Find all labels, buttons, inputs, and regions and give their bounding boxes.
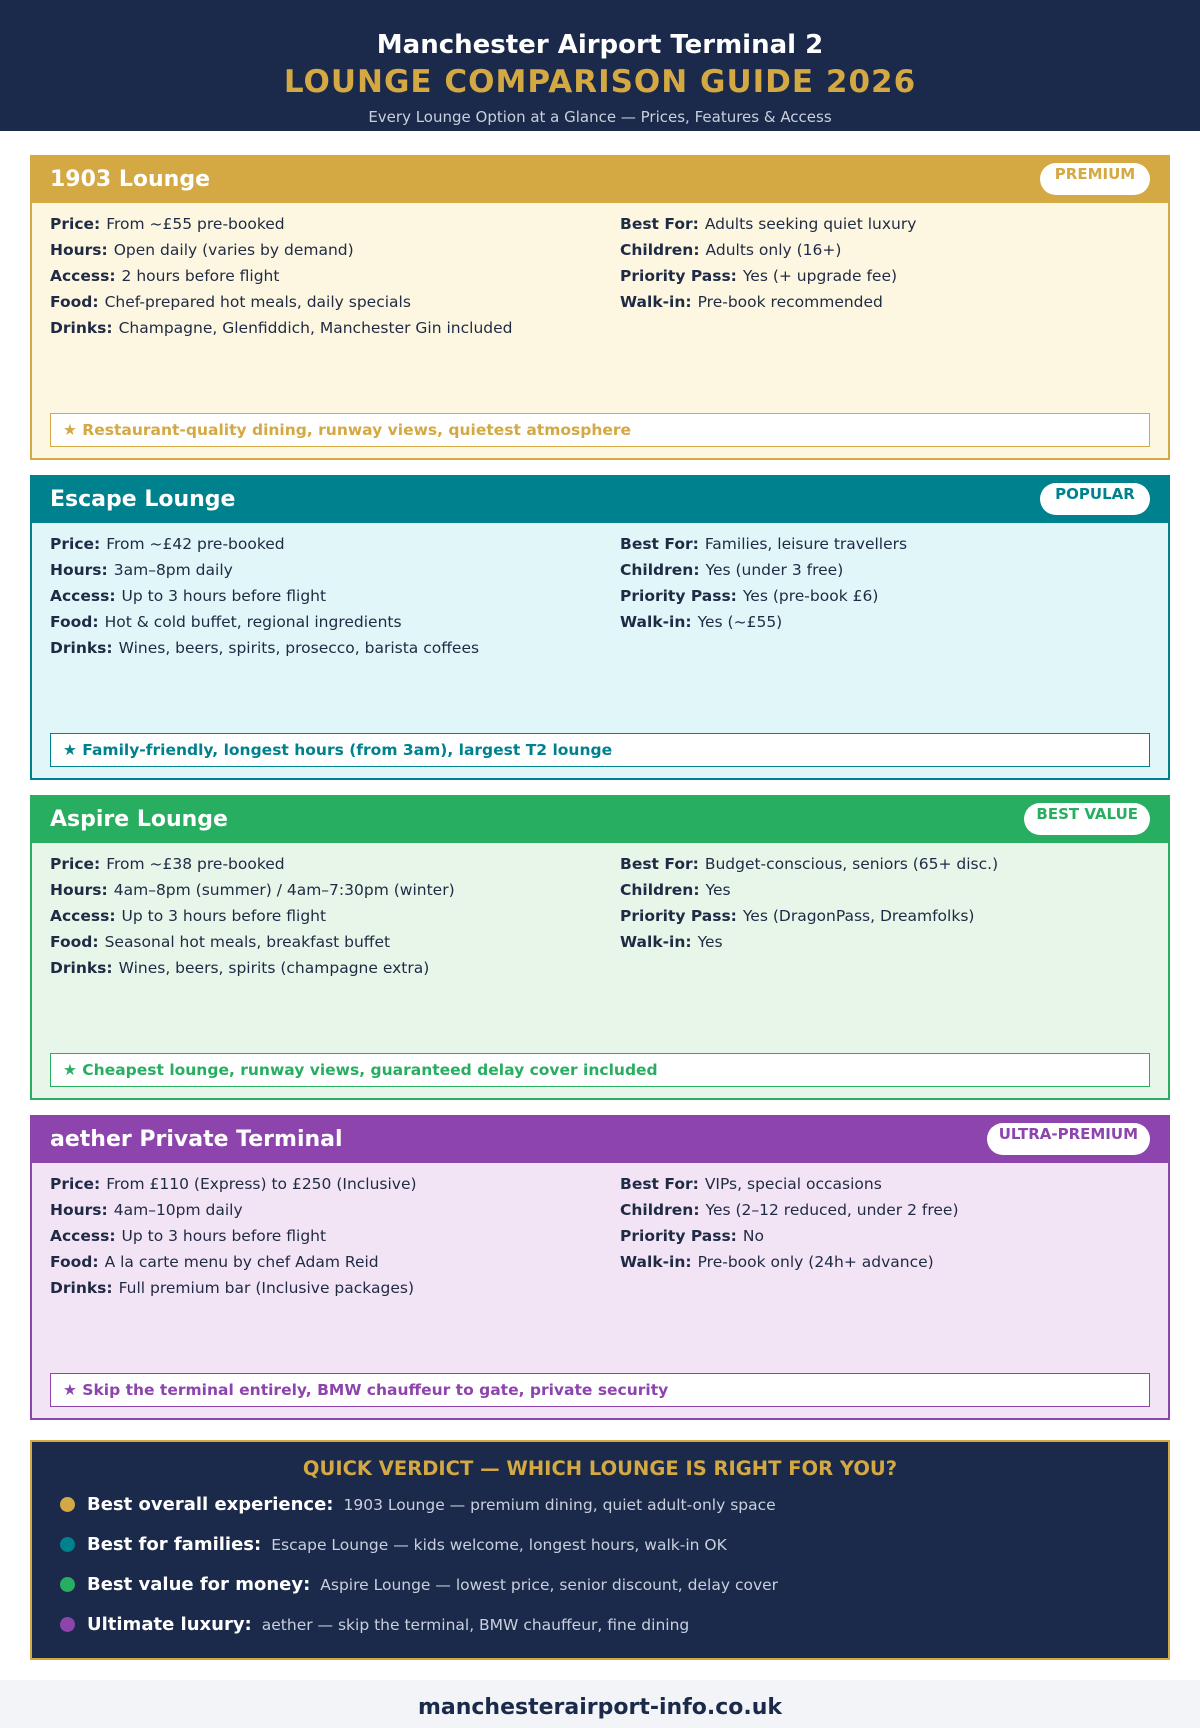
detail-value: Yes (pre-book £6) xyxy=(742,587,879,605)
verdict-item xyxy=(60,1530,727,1560)
lounge-details-right xyxy=(620,1171,1150,1275)
detail-label: Children: xyxy=(620,241,700,259)
detail-row xyxy=(50,929,610,955)
bullet-dot-icon xyxy=(60,1537,75,1552)
detail-value: Wines, beers, spirits (champagne extra) xyxy=(118,959,430,977)
detail-row xyxy=(620,609,1150,635)
detail-row xyxy=(620,583,1150,609)
detail-row xyxy=(50,315,610,341)
lounge-details-right xyxy=(620,531,1150,635)
detail-label: Hours: xyxy=(50,561,108,579)
detail-label: Hours: xyxy=(50,1201,108,1219)
detail-label: Drinks: xyxy=(50,1279,113,1297)
detail-label: Best For: xyxy=(620,1175,699,1193)
detail-value: Yes xyxy=(697,933,723,951)
detail-row xyxy=(620,1197,1150,1223)
lounge-card-header xyxy=(32,1117,1168,1163)
detail-value: Full premium bar (Inclusive packages) xyxy=(118,1279,414,1297)
lounge-card-header xyxy=(32,797,1168,843)
detail-value: VIPs, special occasions xyxy=(704,1175,882,1193)
detail-label: Access: xyxy=(50,587,116,605)
detail-row xyxy=(50,955,610,981)
detail-label: Hours: xyxy=(50,881,108,899)
lounge-details-left xyxy=(50,1171,610,1301)
detail-value: 2 hours before flight xyxy=(121,267,280,285)
detail-row xyxy=(50,289,610,315)
detail-row xyxy=(50,1249,610,1275)
detail-label: Walk-in: xyxy=(620,293,692,311)
detail-row xyxy=(620,1171,1150,1197)
verdict-text: aether — skip the terminal, BMW chauffeur, fine dining xyxy=(261,1616,690,1634)
detail-value: Yes (under 3 free) xyxy=(705,561,844,579)
detail-value: 4am–10pm daily xyxy=(113,1201,243,1219)
detail-value: A la carte menu by chef Adam Reid xyxy=(104,1253,379,1271)
lounge-badge: POPULAR xyxy=(1040,483,1150,515)
detail-row xyxy=(50,851,610,877)
bullet-dot-icon xyxy=(60,1577,75,1592)
detail-value: Open daily (varies by demand) xyxy=(113,241,354,259)
lounge-card xyxy=(30,475,1170,780)
detail-label: Food: xyxy=(50,933,99,951)
detail-row xyxy=(50,263,610,289)
detail-value: From £110 (Express) to £250 (Inclusive) xyxy=(106,1175,417,1193)
detail-label: Food: xyxy=(50,1253,99,1271)
detail-value: From ~£42 pre-booked xyxy=(106,535,285,553)
lounge-details-left xyxy=(50,851,610,981)
lounge-name: 1903 Lounge xyxy=(50,167,211,192)
detail-value: From ~£55 pre-booked xyxy=(106,215,285,233)
detail-value: Families, leisure travellers xyxy=(704,535,908,553)
detail-row xyxy=(620,903,1150,929)
lounge-highlight: ★ Cheapest lounge, runway views, guaranteed delay cover included xyxy=(50,1053,1150,1087)
lounge-name: Aspire Lounge xyxy=(50,807,228,832)
lounge-highlight: ★ Skip the terminal entirely, BMW chauffeur to gate, private security xyxy=(50,1373,1150,1407)
detail-row xyxy=(620,211,1150,237)
detail-row xyxy=(50,609,610,635)
detail-value: Seasonal hot meals, breakfast buffet xyxy=(104,933,391,951)
detail-row xyxy=(620,877,1150,903)
guide-title: LOUNGE COMPARISON GUIDE 2026 xyxy=(283,64,917,100)
detail-label: Price: xyxy=(50,215,101,233)
detail-row xyxy=(50,877,610,903)
verdict-title: QUICK VERDICT — WHICH LOUNGE IS RIGHT FOR YOU? xyxy=(302,1457,898,1480)
detail-row xyxy=(50,1171,610,1197)
detail-label: Children: xyxy=(620,1201,700,1219)
detail-label: Access: xyxy=(50,1227,116,1245)
detail-label: Children: xyxy=(620,561,700,579)
detail-row xyxy=(50,1275,610,1301)
detail-label: Priority Pass: xyxy=(620,907,737,925)
detail-row xyxy=(620,851,1150,877)
detail-value: Yes (2–12 reduced, under 2 free) xyxy=(705,1201,959,1219)
detail-value: Hot & cold buffet, regional ingredients xyxy=(104,613,402,631)
lounge-card xyxy=(30,1115,1170,1420)
detail-label: Priority Pass: xyxy=(620,587,737,605)
lounge-card xyxy=(30,155,1170,460)
detail-label: Price: xyxy=(50,535,101,553)
detail-value: Pre-book recommended xyxy=(697,293,883,311)
detail-label: Walk-in: xyxy=(620,933,692,951)
detail-value: Chef-prepared hot meals, daily specials xyxy=(104,293,411,311)
verdict-text: Escape Lounge — kids welcome, longest hours, walk-in OK xyxy=(271,1536,727,1554)
detail-row xyxy=(620,289,1150,315)
detail-label: Priority Pass: xyxy=(620,1227,737,1245)
verdict-item xyxy=(60,1490,776,1520)
detail-value: Adults only (16+) xyxy=(705,241,842,259)
verdict-label: Best for families: xyxy=(87,1534,262,1555)
verdict-text: 1903 Lounge — premium dining, quiet adult-only space xyxy=(343,1496,776,1514)
detail-row xyxy=(620,1249,1150,1275)
lounge-details-left xyxy=(50,211,610,341)
lounge-highlight: ★ Family-friendly, longest hours (from 3am), largest T2 lounge xyxy=(50,733,1150,767)
detail-row xyxy=(620,557,1150,583)
detail-row xyxy=(620,929,1150,955)
detail-value: Yes (DragonPass, Dreamfolks) xyxy=(742,907,975,925)
header-title: Manchester Airport Terminal 2 xyxy=(376,30,824,60)
verdict-label: Best value for money: xyxy=(87,1574,311,1595)
detail-value: Champagne, Glenfiddich, Manchester Gin included xyxy=(118,319,513,337)
detail-row xyxy=(620,263,1150,289)
lounge-details-right xyxy=(620,851,1150,955)
bullet-dot-icon xyxy=(60,1497,75,1512)
detail-row xyxy=(50,903,610,929)
verdict-label: Ultimate luxury: xyxy=(87,1614,252,1635)
detail-value: Wines, beers, spirits, prosecco, barista coffees xyxy=(118,639,480,657)
detail-value: 3am–8pm daily xyxy=(113,561,233,579)
detail-label: Price: xyxy=(50,1175,101,1193)
detail-label: Food: xyxy=(50,293,99,311)
detail-label: Best For: xyxy=(620,215,699,233)
detail-row xyxy=(50,211,610,237)
detail-label: Walk-in: xyxy=(620,1253,692,1271)
detail-value: 4am–8pm (summer) / 4am–7:30pm (winter) xyxy=(113,881,455,899)
quick-verdict-panel xyxy=(30,1440,1170,1660)
lounge-details-left xyxy=(50,531,610,661)
detail-label: Hours: xyxy=(50,241,108,259)
detail-value: Budget-conscious, seniors (65+ disc.) xyxy=(704,855,999,873)
detail-value: Yes (+ upgrade fee) xyxy=(742,267,898,285)
lounge-card-header xyxy=(32,477,1168,523)
detail-row xyxy=(50,531,610,557)
detail-value: Up to 3 hours before flight xyxy=(121,1227,327,1245)
lounge-badge: PREMIUM xyxy=(1040,163,1150,195)
detail-label: Children: xyxy=(620,881,700,899)
detail-value: No xyxy=(742,1227,764,1245)
lounge-badge: ULTRA-PREMIUM xyxy=(987,1123,1150,1155)
detail-label: Access: xyxy=(50,907,116,925)
verdict-text: Aspire Lounge — lowest price, senior discount, delay cover xyxy=(320,1576,779,1594)
detail-row xyxy=(620,237,1150,263)
lounge-name: aether Private Terminal xyxy=(50,1127,343,1152)
lounge-highlight: ★ Restaurant-quality dining, runway views, quietest atmosphere xyxy=(50,413,1150,447)
lounge-name: Escape Lounge xyxy=(50,487,236,512)
footer-site: manchesterairport-info.co.uk xyxy=(0,1680,1200,1728)
detail-row xyxy=(50,1197,610,1223)
detail-row xyxy=(50,635,610,661)
lounge-details-right xyxy=(620,211,1150,315)
verdict-label: Best overall experience: xyxy=(87,1494,334,1515)
header-subtitle: Every Lounge Option at a Glance — Prices, Features & Access xyxy=(368,108,832,126)
detail-label: Drinks: xyxy=(50,959,113,977)
lounge-card xyxy=(30,795,1170,1100)
detail-label: Food: xyxy=(50,613,99,631)
verdict-item xyxy=(60,1610,689,1640)
detail-label: Drinks: xyxy=(50,639,113,657)
detail-row xyxy=(620,531,1150,557)
detail-label: Priority Pass: xyxy=(620,267,737,285)
detail-row xyxy=(50,1223,610,1249)
detail-value: Up to 3 hours before flight xyxy=(121,907,327,925)
lounge-badge: BEST VALUE xyxy=(1024,803,1150,835)
detail-value: Yes (~£55) xyxy=(697,613,783,631)
detail-label: Access: xyxy=(50,267,116,285)
detail-row xyxy=(50,583,610,609)
detail-label: Walk-in: xyxy=(620,613,692,631)
detail-label: Best For: xyxy=(620,535,699,553)
detail-row xyxy=(50,557,610,583)
detail-label: Price: xyxy=(50,855,101,873)
detail-row xyxy=(50,237,610,263)
page-header xyxy=(0,0,1200,131)
detail-value: From ~£38 pre-booked xyxy=(106,855,285,873)
detail-value: Up to 3 hours before flight xyxy=(121,587,327,605)
detail-value: Pre-book only (24h+ advance) xyxy=(697,1253,934,1271)
detail-label: Drinks: xyxy=(50,319,113,337)
bullet-dot-icon xyxy=(60,1617,75,1632)
detail-row xyxy=(620,1223,1150,1249)
lounge-card-header xyxy=(32,157,1168,203)
detail-value: Yes xyxy=(705,881,731,899)
detail-value: Adults seeking quiet luxury xyxy=(704,215,917,233)
verdict-item xyxy=(60,1570,778,1600)
detail-label: Best For: xyxy=(620,855,699,873)
